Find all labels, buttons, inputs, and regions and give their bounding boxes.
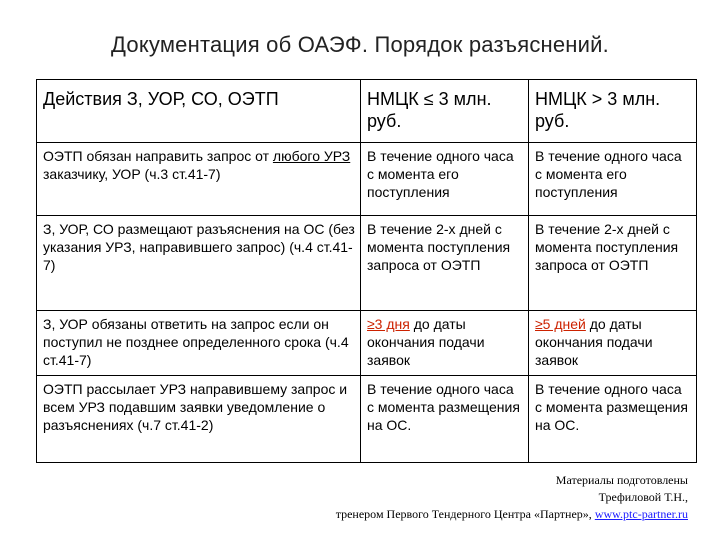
- action-cell: З, УОР обязаны ответить на запрос если он поступил не позднее определенного срока (ч.4 ст.41-7): [37, 311, 361, 376]
- term-small-cell: В течение 2-х дней с момента поступления запроса от ОЭТП: [361, 216, 529, 311]
- term-small-cell: ≥3 дня до даты окончания подачи заявок: [361, 311, 529, 376]
- credits-line: тренером Первого Тендерного Центра «Партнер», www.ptc-partner.ru: [335, 507, 688, 521]
- clarification-table: [36, 79, 697, 463]
- credits-footer: [168, 472, 688, 523]
- deadline-highlight: ≥3 дня: [367, 316, 410, 332]
- term-large-cell: В течение 2-х дней с момента поступления запроса от ОЭТП: [529, 216, 697, 311]
- header-nmck-large: НМЦК > 3 млн. руб.: [529, 80, 697, 143]
- page-title: Документация об ОАЭФ. Порядок разъяснений.: [111, 32, 609, 57]
- table-row: [37, 311, 697, 376]
- website-link[interactable]: www.ptc-partner.ru: [594, 507, 688, 521]
- credits-line: Трефиловой Т.Н.,: [598, 490, 688, 504]
- term-large-cell: В течение одного часа с момента его поступления: [529, 143, 697, 216]
- term-large-cell: ≥5 дней до даты окончания подачи заявок: [529, 311, 697, 376]
- credits-line: Материалы подготовлены: [555, 473, 688, 487]
- table-row: [37, 216, 697, 311]
- term-small-cell: В течение одного часа с момента его поступления: [361, 143, 529, 216]
- action-cell: З, УОР, СО размещают разъяснения на ОС (без указания УРЗ, направившего запрос) (ч.4 ст.41-7): [37, 216, 361, 311]
- term-small-cell: В течение одного часа с момента размещения на ОС.: [361, 376, 529, 463]
- table-header-row: [37, 80, 697, 143]
- header-nmck-small: НМЦК ≤ 3 млн. руб.: [361, 80, 529, 143]
- underlined-text: любого УРЗ: [272, 148, 351, 164]
- table-row: [37, 143, 697, 216]
- action-cell: ОЭТП рассылает УРЗ направившему запрос и всем УРЗ подавшим заявки уведомление о разъяснениях (ч.7 ст.41-2): [37, 376, 361, 463]
- header-actions: Действия З, УОР, СО, ОЭТП: [37, 80, 361, 143]
- deadline-highlight: ≥5 дней: [535, 316, 586, 332]
- term-large-cell: В течение одного часа с момента размещения на ОС.: [529, 376, 697, 463]
- table-row: [37, 376, 697, 463]
- action-cell: ОЭТП обязан направить запрос от любого УРЗ заказчику, УОР (ч.3 ст.41-7): [37, 143, 361, 216]
